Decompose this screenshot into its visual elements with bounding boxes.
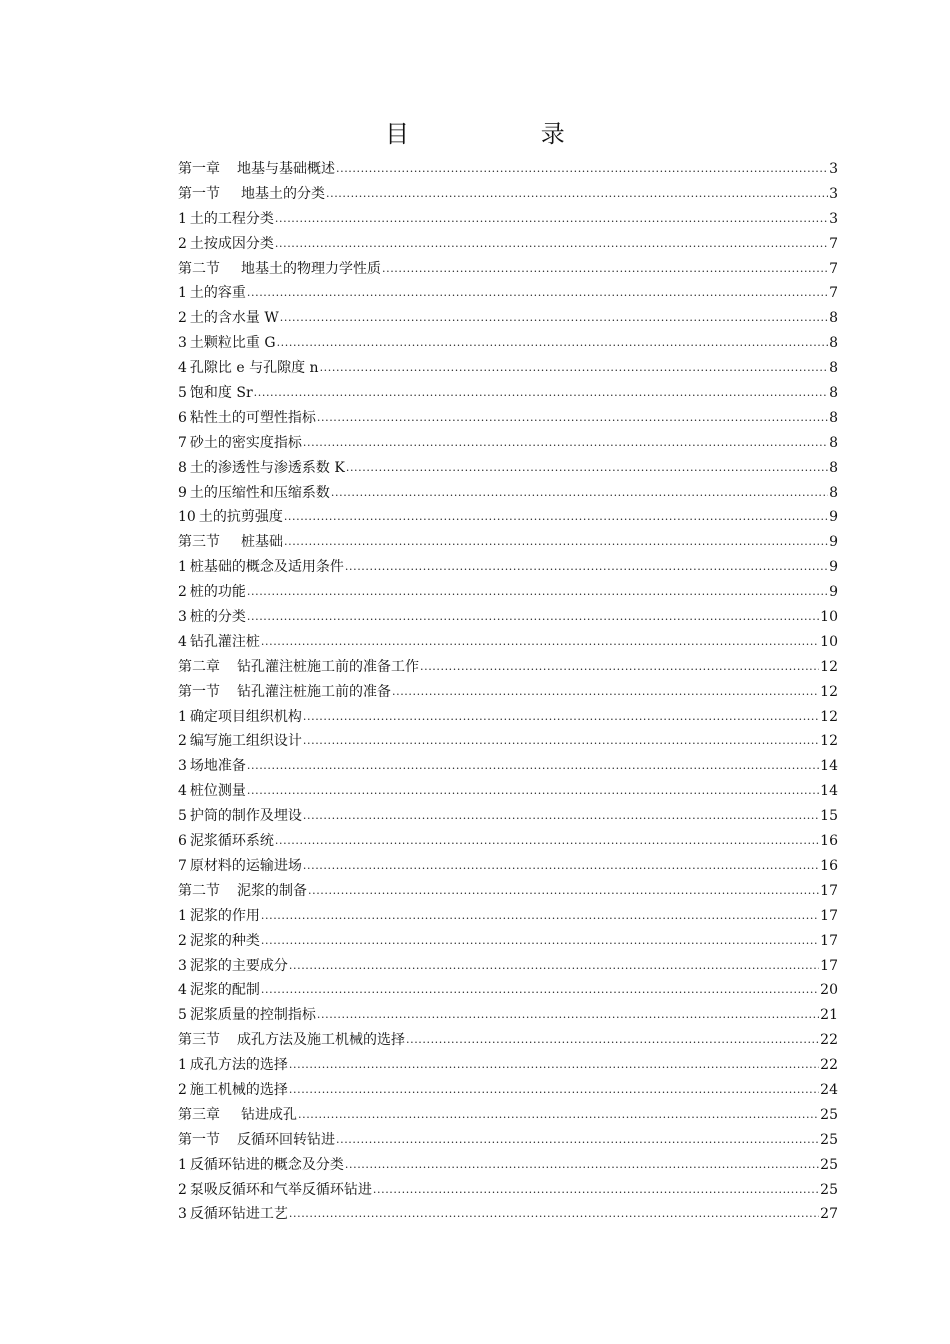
toc-entry[interactable] [178, 754, 838, 779]
toc-entry[interactable] [178, 680, 838, 705]
toc-entry-label [178, 580, 246, 605]
toc-entry[interactable] [178, 257, 838, 282]
toc-page-number: 8 [829, 310, 838, 327]
toc-entry-text: 泥浆的主要成分 [189, 957, 288, 974]
toc-entry-text: 土的含水量 W [189, 310, 279, 327]
toc-page-number: 24 [820, 1081, 838, 1098]
toc-entry[interactable] [178, 630, 838, 655]
toc-entry-number: 第二节 [178, 882, 220, 899]
toc-entry-text: 土的抗剪强度 [198, 509, 283, 526]
toc-entry[interactable] [178, 580, 838, 605]
toc-page-number: 17 [820, 882, 838, 899]
toc-entry-text: 反循环钻进工艺 [189, 1206, 288, 1223]
toc-entry-label [178, 232, 274, 257]
toc-leader-dots [247, 779, 819, 804]
toc-entry-text: 反循环回转钻进 [237, 1131, 335, 1148]
toc-entry-text: 成孔方法及施工机械的选择 [237, 1032, 405, 1049]
toc-entry-text: 泥浆的制备 [237, 882, 307, 899]
toc-page-number: 22 [820, 1032, 838, 1049]
toc-entry-number: 7 [178, 857, 187, 874]
toc-page-number: 3 [829, 210, 838, 227]
toc-page-number: 3 [829, 185, 838, 202]
toc-entry-number: 1 [178, 210, 187, 227]
toc-leader-dots [331, 481, 828, 506]
toc-page-number: 10 [820, 609, 838, 626]
toc-entry[interactable] [178, 904, 838, 929]
toc-entry[interactable] [178, 779, 838, 804]
toc-entry-text: 原材料的运输进场 [189, 857, 302, 874]
toc-leader-dots [303, 804, 819, 829]
toc-entry[interactable] [178, 655, 838, 680]
toc-leader-dots [289, 1053, 819, 1078]
toc-entry[interactable] [178, 207, 838, 232]
toc-entry-number: 5 [178, 1007, 187, 1024]
toc-entry-text: 钻孔灌注桩施工前的准备 [237, 683, 391, 700]
toc-entry-number: 3 [178, 1206, 187, 1223]
toc-entry[interactable] [178, 1003, 838, 1028]
toc-page-number: 17 [820, 907, 838, 924]
toc-entry-label [178, 655, 419, 680]
toc-entry-label [178, 257, 381, 282]
toc-entry-text: 泥浆的配制 [189, 982, 260, 999]
toc-entry-label [178, 331, 276, 356]
toc-page-number: 12 [820, 658, 838, 675]
toc-leader-dots [326, 182, 828, 207]
toc-entry-label [178, 929, 260, 954]
toc-entry-number: 3 [178, 335, 187, 352]
toc-entry-label [178, 530, 283, 555]
toc-page-number: 22 [820, 1057, 838, 1074]
toc-entry-number: 4 [178, 783, 187, 800]
toc-entry-label [178, 1028, 405, 1053]
toc-entry[interactable] [178, 456, 838, 481]
toc-leader-dots [289, 954, 819, 979]
toc-entry[interactable] [178, 1053, 838, 1078]
toc-entry-text: 泥浆质量的控制指标 [189, 1007, 316, 1024]
toc-entry[interactable] [178, 406, 838, 431]
toc-entry-number: 1 [178, 907, 187, 924]
toc-entry-number: 2 [178, 1181, 187, 1198]
toc-entry[interactable] [178, 1178, 838, 1203]
toc-entry-label [178, 754, 246, 779]
toc-entry-number: 4 [178, 360, 187, 377]
toc-leader-dots [373, 1178, 819, 1203]
toc-entry-text: 施工机械的选择 [189, 1081, 288, 1098]
toc-entry-number: 2 [178, 1081, 187, 1098]
toc-page-number: 7 [829, 235, 838, 252]
toc-entry-number: 第一节 [178, 185, 220, 202]
toc-page-number: 17 [820, 932, 838, 949]
toc-entry[interactable] [178, 281, 838, 306]
toc-entry[interactable] [178, 505, 838, 530]
toc-leader-dots [303, 431, 828, 456]
toc-entry-text: 地基土的分类 [241, 185, 325, 202]
toc-entry-number: 5 [178, 808, 187, 825]
toc-entry[interactable] [178, 1153, 838, 1178]
toc-page-number: 9 [829, 559, 838, 576]
toc-entry-number: 10 [178, 509, 196, 526]
toc-leader-dots [247, 605, 819, 630]
toc-entry-text: 饱和度 Sr [189, 385, 253, 402]
toc-entry-number: 第三节 [178, 534, 220, 551]
toc-entry-label [178, 954, 288, 979]
toc-leader-dots [247, 281, 828, 306]
toc-leader-dots [284, 505, 828, 530]
toc-entry-label [178, 630, 260, 655]
toc-entry-label [178, 680, 391, 705]
toc-entry-text: 粘性土的可塑性指标 [189, 409, 316, 426]
toc-leader-dots [317, 1003, 819, 1028]
toc-entry-text: 桩的分类 [189, 609, 246, 626]
toc-page-number: 3 [829, 161, 838, 177]
toc-entry-label [178, 356, 319, 381]
toc-entry[interactable] [178, 978, 838, 1003]
toc-leader-dots [289, 1202, 819, 1227]
toc-entry-label [178, 406, 316, 431]
toc-entry-number: 3 [178, 758, 187, 775]
toc-entry[interactable] [178, 1028, 838, 1053]
toc-page-number: 8 [829, 385, 838, 402]
toc-page-number: 8 [829, 484, 838, 501]
toc-entry-text: 土颗粒比重 G [189, 335, 276, 352]
toc-entry[interactable] [178, 481, 838, 506]
toc-entry[interactable] [178, 954, 838, 979]
toc-entry-text: 孔隙比 e 与孔隙度 n [189, 360, 319, 377]
toc-entry-label [178, 157, 335, 182]
toc-leader-dots [261, 904, 819, 929]
toc-entry-number: 第三章 [178, 1106, 220, 1123]
toc-entry-label [178, 431, 302, 456]
toc-page-number: 25 [820, 1131, 838, 1148]
toc-entry-text: 砂土的密实度指标 [189, 434, 302, 451]
toc-entry-number: 2 [178, 733, 187, 750]
toc-leader-dots [261, 978, 819, 1003]
toc-entry-text: 桩基础 [241, 534, 283, 551]
toc-page-number: 12 [820, 708, 838, 725]
toc-page-number: 8 [829, 459, 838, 476]
toc-entry-text: 泥浆的种类 [189, 932, 260, 949]
toc-leader-dots [406, 1028, 819, 1053]
toc-entry-number: 4 [178, 982, 187, 999]
toc-leader-dots [345, 1153, 819, 1178]
toc-entry-text: 钻孔灌注桩 [189, 633, 260, 650]
toc-leader-dots [303, 854, 819, 879]
toc-entry[interactable] [178, 306, 838, 331]
toc-page-number: 25 [820, 1106, 838, 1123]
toc-entry-number: 5 [178, 385, 187, 402]
table-of-contents [178, 157, 838, 1227]
toc-entry-text: 桩的功能 [189, 584, 246, 601]
toc-page-number: 25 [820, 1181, 838, 1198]
toc-page-number: 20 [820, 982, 838, 999]
toc-leader-dots [303, 705, 819, 730]
toc-leader-dots [280, 306, 828, 331]
toc-leader-dots [320, 356, 829, 381]
toc-entry-number: 6 [178, 409, 187, 426]
toc-entry[interactable] [178, 331, 838, 356]
toc-entry-number: 1 [178, 1156, 187, 1173]
toc-entry-number: 2 [178, 310, 187, 327]
toc-entry-number: 1 [178, 708, 187, 725]
toc-leader-dots [277, 331, 829, 356]
toc-page-number: 8 [829, 434, 838, 451]
toc-page-number: 15 [820, 808, 838, 825]
toc-entry-text: 地基土的物理力学性质 [241, 260, 381, 277]
toc-leader-dots [345, 555, 828, 580]
toc-entry[interactable] [178, 381, 838, 406]
toc-entry-label [178, 1003, 316, 1028]
toc-entry-text: 反循环钻进的概念及分类 [189, 1156, 344, 1173]
toc-entry-label [178, 854, 302, 879]
toc-entry-label [178, 481, 330, 506]
toc-entry-label [178, 879, 307, 904]
toc-entry-label [178, 1103, 297, 1128]
toc-entry-label [178, 1153, 344, 1178]
toc-entry[interactable] [178, 854, 838, 879]
toc-entry[interactable] [178, 804, 838, 829]
toc-entry-text: 钻孔灌注桩施工前的准备工作 [237, 658, 419, 675]
toc-entry-number: 第二节 [178, 260, 220, 277]
toc-entry-number: 4 [178, 633, 187, 650]
toc-entry-label [178, 456, 345, 481]
toc-entry-number: 6 [178, 833, 187, 850]
toc-entry[interactable] [178, 929, 838, 954]
toc-entry-number: 1 [178, 1057, 187, 1074]
toc-page-number: 14 [820, 758, 838, 775]
toc-page-number: 10 [820, 633, 838, 650]
toc-page-number: 21 [820, 1007, 838, 1024]
toc-entry[interactable] [178, 356, 838, 381]
toc-leader-dots [303, 729, 819, 754]
toc-entry-number: 2 [178, 584, 187, 601]
toc-page-number: 25 [820, 1156, 838, 1173]
toc-entry-text: 土的工程分类 [189, 210, 274, 227]
toc-leader-dots [261, 630, 819, 655]
toc-leader-dots [275, 232, 828, 257]
toc-leader-dots [308, 879, 819, 904]
toc-page-number: 27 [820, 1206, 838, 1223]
toc-entry-text: 确定项目组织机构 [189, 708, 302, 725]
toc-entry-text: 桩位测量 [189, 783, 246, 800]
toc-entry-label [178, 182, 325, 207]
toc-entry-number: 7 [178, 434, 187, 451]
toc-entry-text: 土按成因分类 [189, 235, 274, 252]
toc-entry-number: 第一节 [178, 683, 220, 700]
toc-page-number: 8 [829, 335, 838, 352]
toc-leader-dots [275, 829, 819, 854]
toc-entry[interactable] [178, 1078, 838, 1103]
toc-page-number: 12 [820, 683, 838, 700]
toc-entry-text: 成孔方法的选择 [189, 1057, 288, 1074]
toc-entry-number: 第二章 [178, 658, 220, 675]
toc-entry[interactable] [178, 157, 838, 182]
toc-leader-dots [254, 381, 828, 406]
toc-entry[interactable] [178, 1128, 838, 1153]
toc-entry-text: 护筒的制作及埋设 [189, 808, 302, 825]
toc-entry-text: 钻进成孔 [241, 1106, 297, 1123]
toc-entry-text: 编写施工组织设计 [189, 733, 302, 750]
toc-entry[interactable] [178, 555, 838, 580]
toc-leader-dots [284, 530, 828, 555]
toc-page-number: 9 [829, 534, 838, 551]
toc-entry-label [178, 605, 246, 630]
toc-title: 目 录 [385, 120, 627, 148]
toc-entry[interactable] [178, 829, 838, 854]
toc-leader-dots [247, 580, 828, 605]
toc-entry-label [178, 1078, 288, 1103]
toc-entry-number: 第一章 [178, 161, 220, 177]
toc-entry-label [178, 1128, 335, 1153]
toc-leader-dots [336, 157, 828, 182]
toc-page-number: 16 [820, 857, 838, 874]
toc-leader-dots [247, 754, 819, 779]
toc-entry-label [178, 1202, 288, 1227]
toc-entry-number: 第一节 [178, 1131, 220, 1148]
toc-entry-text: 桩基础的概念及适用条件 [189, 559, 344, 576]
toc-page-number: 14 [820, 783, 838, 800]
toc-leader-dots [382, 257, 828, 282]
toc-page-number: 16 [820, 833, 838, 850]
toc-leader-dots [392, 680, 819, 705]
toc-entry-label [178, 904, 260, 929]
toc-entry[interactable] [178, 431, 838, 456]
toc-entry[interactable] [178, 1103, 838, 1128]
toc-leader-dots [289, 1078, 819, 1103]
toc-entry-number: 第三节 [178, 1032, 220, 1049]
toc-entry-label [178, 555, 344, 580]
toc-entry-label [178, 804, 302, 829]
toc-entry-text: 泵吸反循环和气举反循环钻进 [189, 1181, 372, 1198]
toc-entry-label [178, 1053, 288, 1078]
toc-entry-label [178, 505, 283, 530]
toc-page-number: 9 [829, 509, 838, 526]
toc-leader-dots [420, 655, 819, 680]
toc-entry-text: 土的容重 [189, 285, 246, 302]
toc-page-number: 8 [829, 360, 838, 377]
toc-entry[interactable] [178, 530, 838, 555]
toc-entry[interactable] [178, 1202, 838, 1227]
toc-entry-label [178, 829, 274, 854]
toc-leader-dots [275, 207, 828, 232]
toc-entry-label [178, 1178, 372, 1203]
toc-page-number: 12 [820, 733, 838, 750]
toc-entry-text: 泥浆循环系统 [189, 833, 274, 850]
toc-entry-label [178, 381, 253, 406]
toc-entry-text: 土的压缩性和压缩系数 [189, 484, 330, 501]
toc-entry-number: 9 [178, 484, 187, 501]
toc-entry-text: 泥浆的作用 [189, 907, 260, 924]
toc-page-number: 8 [829, 409, 838, 426]
toc-entry-text: 场地准备 [189, 758, 246, 775]
toc-entry[interactable] [178, 182, 838, 207]
toc-leader-dots [336, 1128, 819, 1153]
toc-entry[interactable] [178, 879, 838, 904]
toc-entry-text: 地基与基础概述 [237, 161, 335, 177]
toc-entry[interactable] [178, 729, 838, 754]
toc-entry-label [178, 207, 274, 232]
toc-leader-dots [298, 1103, 819, 1128]
toc-page-number: 7 [829, 260, 838, 277]
toc-entry-number: 3 [178, 609, 187, 626]
toc-entry-label [178, 978, 260, 1003]
toc-entry-label [178, 779, 246, 804]
toc-entry-label [178, 306, 279, 331]
toc-entry-number: 2 [178, 932, 187, 949]
toc-entry-text: 土的渗透性与渗透系数 K [189, 459, 345, 476]
toc-entry-number: 3 [178, 957, 187, 974]
toc-entry-number: 8 [178, 459, 187, 476]
toc-entry-label [178, 281, 246, 306]
toc-leader-dots [346, 456, 828, 481]
toc-page-number: 7 [829, 285, 838, 302]
toc-leader-dots [317, 406, 828, 431]
toc-entry-label [178, 729, 302, 754]
toc-entry[interactable] [178, 705, 838, 730]
toc-entry-number: 1 [178, 285, 187, 302]
toc-entry-label [178, 705, 302, 730]
toc-entry[interactable] [178, 605, 838, 630]
toc-entry-number: 1 [178, 559, 187, 576]
toc-leader-dots [261, 929, 819, 954]
toc-page-number: 9 [829, 584, 838, 601]
toc-page-number: 17 [820, 957, 838, 974]
toc-entry[interactable] [178, 232, 838, 257]
toc-entry-number: 2 [178, 235, 187, 252]
